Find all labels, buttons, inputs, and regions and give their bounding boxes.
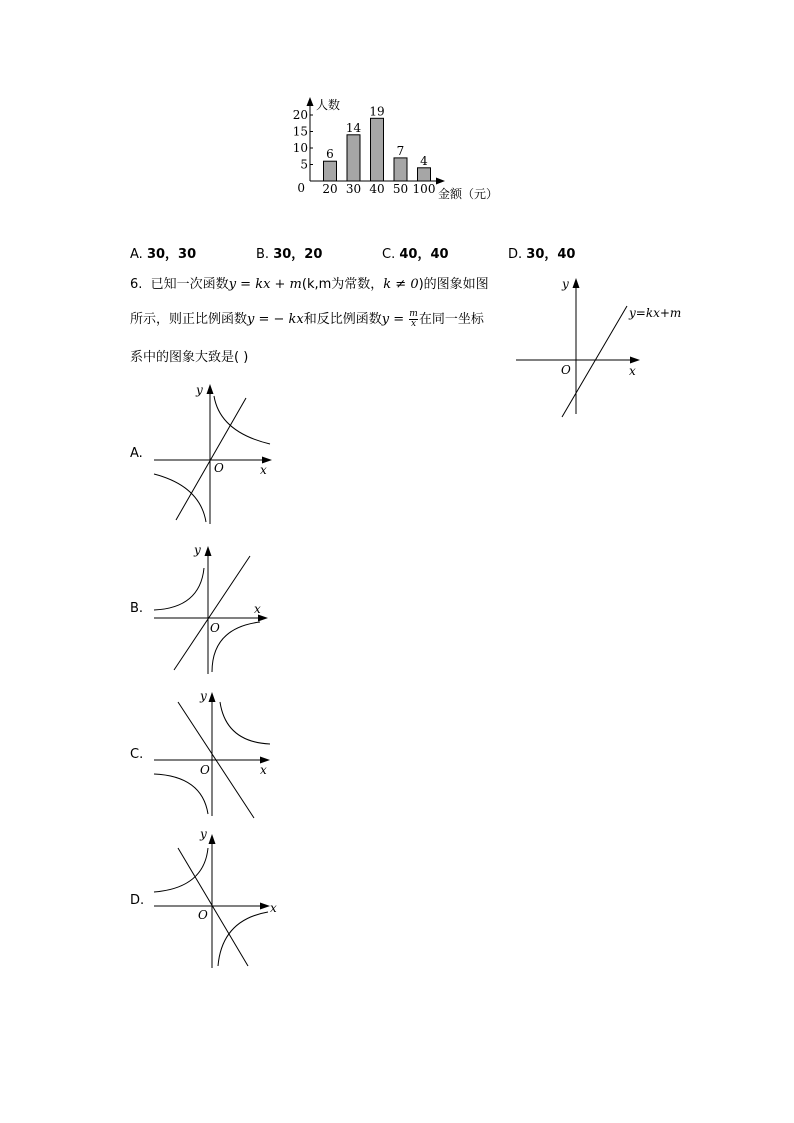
y-axis-arrow [205, 546, 212, 556]
y-tick-label: 15 [292, 124, 308, 139]
origin-label: 0 [297, 181, 305, 195]
origin-label: O [214, 461, 224, 475]
bar-value-label: 14 [345, 120, 362, 135]
choice-c-label[interactable]: C. [130, 747, 144, 762]
x-axis-arrow [436, 178, 445, 185]
q5-option-d[interactable] [508, 243, 575, 262]
x-tick-label: 100 [412, 182, 436, 196]
x-axis-arrow [630, 357, 640, 364]
choice-b-graph[interactable] [150, 540, 280, 680]
y-label: y [562, 277, 569, 291]
choice-d-label[interactable]: D. [130, 893, 145, 908]
hyperbola-branch [154, 568, 204, 610]
x-label: x [270, 901, 277, 915]
y-axis-arrow [209, 834, 216, 844]
y-tick-label: 10 [292, 141, 308, 155]
question-number: 6. [130, 277, 143, 292]
line-label: y=kx+m [629, 306, 682, 320]
choice-a-graph[interactable] [150, 378, 280, 526]
hyperbola-branch [214, 396, 270, 444]
y-label: y [200, 689, 207, 703]
reference-graph [510, 272, 710, 420]
x-tick-label: 40 [369, 182, 385, 196]
bar-20 [324, 161, 337, 181]
x-axis-arrow [260, 903, 270, 910]
line-y-kx-m [562, 306, 627, 417]
choice-d-graph[interactable] [150, 826, 290, 972]
bar-40 [371, 118, 384, 181]
y-label: y [194, 543, 201, 557]
q6-line-1: 6. 已知一次函数y = kx + m(k,m为常数，k ≠ 0)的图象如图 [130, 277, 489, 292]
y-label: y [200, 827, 207, 841]
y-label: y [196, 383, 203, 397]
line [174, 556, 250, 670]
y-tick-label: 20 [292, 108, 308, 122]
q5-option-b[interactable] [256, 243, 322, 262]
x-axis-label: 金额（元） [438, 187, 499, 201]
option-answer: 30，20 [273, 247, 323, 262]
x-label: x [254, 602, 261, 616]
y-axis-arrow [207, 384, 214, 394]
fraction: $\frac{m}{x}$ [409, 309, 418, 329]
bar-100 [418, 168, 431, 181]
x-label: x [260, 463, 267, 477]
bar-50 [394, 158, 407, 181]
q6-line-2: 所示，则正比例函数y = − kx和反比例函数y = $\frac{m}{x}$ 在同一坐标 [130, 309, 484, 329]
option-answer: 40，40 [399, 247, 449, 262]
option-answer: 30，40 [526, 247, 576, 262]
choice-c-graph[interactable] [150, 686, 280, 820]
x-tick-label: 30 [345, 182, 362, 196]
bar-chart [285, 95, 515, 205]
x-tick-label: 50 [392, 182, 409, 196]
y-tick-label: 5 [300, 157, 308, 172]
choice-b-label[interactable]: B. [130, 601, 144, 616]
origin-label: O [198, 908, 208, 922]
option-letter: A. [130, 247, 143, 262]
hyperbola-branch [220, 702, 270, 744]
bar-value-label: 6 [326, 147, 334, 162]
bar-value-label: 19 [369, 104, 385, 119]
q5-option-c[interactable] [382, 243, 449, 262]
hyperbola-branch [154, 774, 208, 814]
bar-value-label: 7 [396, 143, 405, 158]
y-axis-arrow [573, 278, 580, 288]
option-letter: C. [382, 247, 396, 262]
y-axis-arrow [209, 692, 216, 702]
line [178, 848, 248, 966]
y-axis-label: 人数 [316, 98, 341, 112]
x-label: x [260, 763, 267, 777]
origin-label: O [200, 763, 210, 777]
y-axis-arrow [307, 97, 314, 106]
option-letter: B. [256, 247, 270, 262]
origin-label: O [210, 621, 220, 635]
line [176, 398, 246, 520]
x-label: x [629, 364, 636, 378]
x-tick-label: 20 [322, 182, 338, 196]
bar-value-label: 4 [420, 153, 428, 168]
q5-option-a[interactable] [130, 243, 196, 262]
option-letter: D. [508, 247, 523, 262]
origin-label: O [561, 363, 571, 377]
bar-30 [347, 135, 360, 181]
choice-a-label[interactable]: A. [130, 446, 143, 461]
q6-line-3: 系中的图象大致是( ) [130, 350, 249, 365]
option-answer: 30，30 [146, 247, 197, 262]
